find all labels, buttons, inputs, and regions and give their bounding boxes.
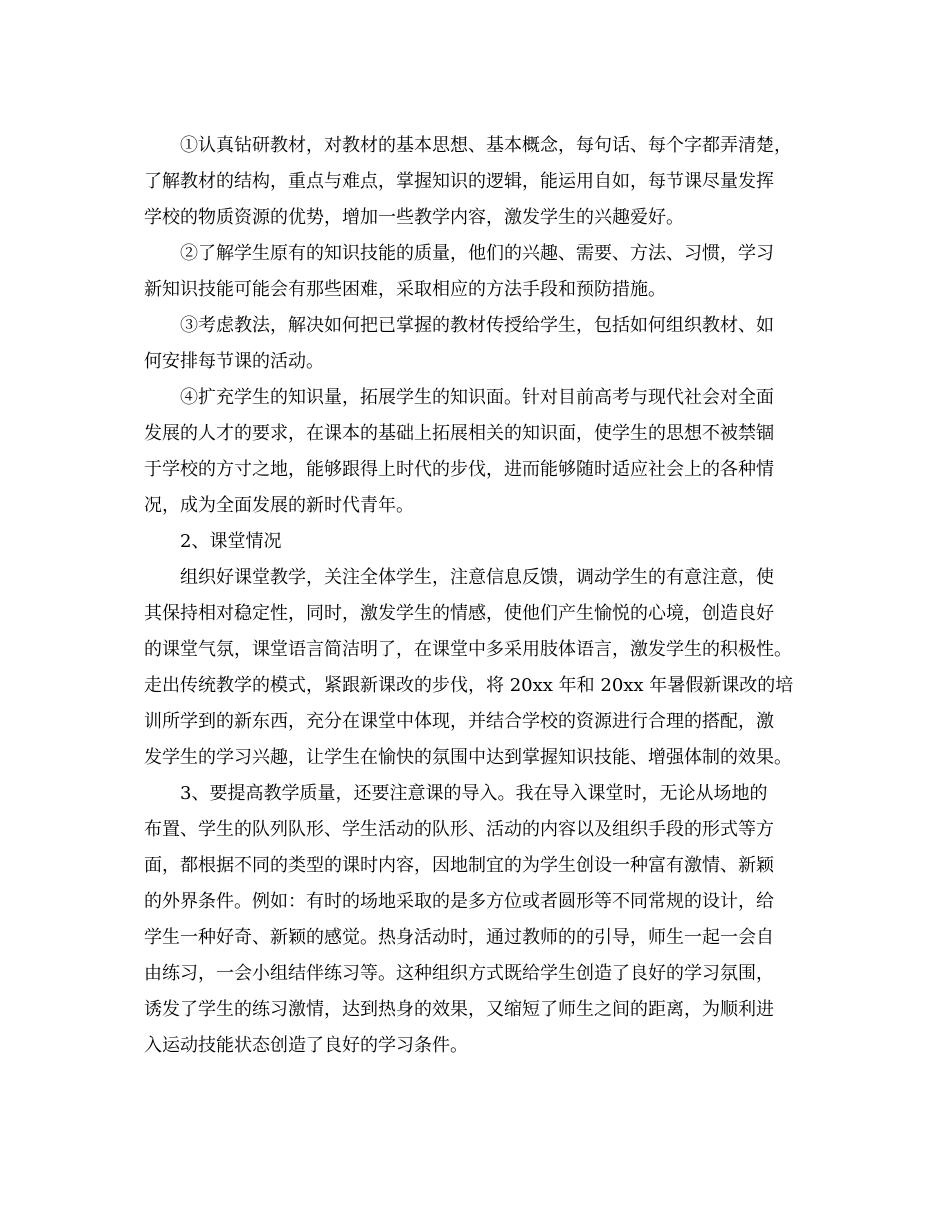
document-body bbox=[144, 128, 810, 1064]
text-line: ③考虑教法，解决如何把已掌握的教材传授给学生，包括如何组织教材、如 bbox=[180, 315, 774, 336]
section-heading: 2、课堂情况 bbox=[180, 531, 282, 552]
text-line: 于学校的方寸之地，能够跟得上时代的步伐，进而能够随时适应社会上的各种情 bbox=[144, 459, 774, 480]
text-line: 组织好课堂教学，关注全体学生，注意信息反馈，调动学生的有意注意，使 bbox=[180, 567, 774, 588]
text-line: 学生一种好奇、新颖的感觉。热身活动时，通过教师的的引导，师生一起一会自 bbox=[144, 927, 774, 948]
text-line: ①认真钻研教材，对教材的基本思想、基本概念，每句话、每个字都弄清楚， bbox=[180, 135, 792, 156]
text-line: 的外界条件。例如：有时的场地采取的是多方位或者圆形等不同常规的设计，给 bbox=[144, 891, 774, 912]
text-line: 诱发了学生的练习激情，达到热身的效果，又缩短了师生之间的距离，为顺利进 bbox=[144, 999, 774, 1020]
text-line: 何安排每节课的活动。 bbox=[144, 351, 324, 372]
text-line: 3、要提高教学质量，还要注意课的导入。我在导入课堂时，无论从场地的 bbox=[180, 783, 768, 804]
text-line: 入运动技能状态创造了良好的学习条件。 bbox=[144, 1035, 468, 1056]
text-line: 况，成为全面发展的新时代青年。 bbox=[144, 495, 414, 516]
text-line: 布置、学生的队列队形、学生活动的队形、活动的内容以及组织手段的形式等方 bbox=[144, 819, 774, 840]
text-line: 了解教材的结构，重点与难点，掌握知识的逻辑，能运用自如，每节课尽量发挥 bbox=[144, 171, 774, 192]
text-line: 面，都根据不同的类型的课时内容，因地制宜的为学生创设一种富有激情、新颖 bbox=[144, 855, 774, 876]
text-line: ④扩充学生的知识量，拓展学生的知识面。针对目前高考与现代社会对全面 bbox=[180, 387, 774, 408]
text-line: 的课堂气氛，课堂语言简洁明了，在课堂中多采用肢体语言，激发学生的积极性。 bbox=[144, 639, 792, 660]
text-line: 走出传统教学的模式，紧跟新课改的步伐，将 20xx 年和 20xx 年暑假新课改的培 bbox=[144, 675, 794, 696]
text-line: 发学生的学习兴趣，让学生在愉快的氛围中达到掌握知识技能、增强体制的效果。 bbox=[144, 747, 792, 768]
text-line: 由练习，一会小组结伴练习等。这种组织方式既给学生创造了良好的学习氛围， bbox=[144, 963, 774, 984]
text-line: 训所学到的新东西，充分在课堂中体现，并结合学校的资源进行合理的搭配，激 bbox=[144, 711, 774, 732]
text-line: 其保持相对稳定性，同时，激发学生的情感，使他们产生愉悦的心境，创造良好 bbox=[144, 603, 774, 624]
text-line: ②了解学生原有的知识技能的质量，他们的兴趣、需要、方法、习惯，学习 bbox=[180, 243, 774, 264]
text-line: 学校的物质资源的优势，增加一些教学内容，激发学生的兴趣爱好。 bbox=[144, 207, 684, 228]
text-line: 新知识技能可能会有那些困难，采取相应的方法手段和预防措施。 bbox=[144, 279, 666, 300]
text-line: 发展的人才的要求，在课本的基础上拓展相关的知识面，使学生的思想不被禁锢 bbox=[144, 423, 774, 444]
